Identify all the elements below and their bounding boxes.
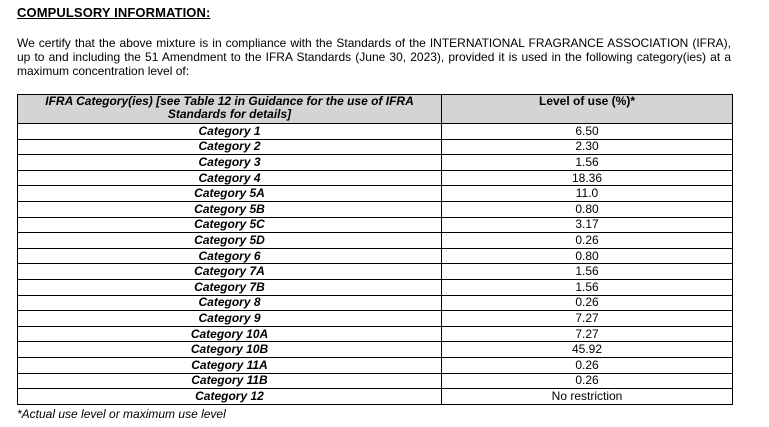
- table-row: [18, 155, 733, 171]
- level-cell: 0.26: [442, 373, 733, 389]
- level-cell: 3.17: [442, 217, 733, 233]
- category-cell: Category 3: [18, 155, 442, 171]
- level-cell: No restriction: [442, 389, 733, 405]
- table-header: [18, 95, 733, 124]
- level-cell: 11.0: [442, 186, 733, 202]
- category-cell: Category 11A: [18, 357, 442, 373]
- table-row: [18, 233, 733, 249]
- level-cell: 6.50: [442, 124, 733, 140]
- table-body: [18, 124, 733, 405]
- table-row: [18, 248, 733, 264]
- category-cell: Category 8: [18, 295, 442, 311]
- category-cell: Category 6: [18, 248, 442, 264]
- level-cell: 0.26: [442, 295, 733, 311]
- category-cell: Category 11B: [18, 373, 442, 389]
- table-row: [18, 389, 733, 405]
- category-cell: Category 5C: [18, 217, 442, 233]
- category-cell: Category 7B: [18, 279, 442, 295]
- table-row: [18, 186, 733, 202]
- category-cell: Category 10B: [18, 342, 442, 358]
- category-cell: Category 7A: [18, 264, 442, 280]
- level-cell: 7.27: [442, 326, 733, 342]
- header-category: IFRA Category(ies) [see Table 12 in Guidance for the use of IFRA Standards for details]: [18, 95, 442, 124]
- level-cell: 45.92: [442, 342, 733, 358]
- table-row: [18, 373, 733, 389]
- level-cell: 18.36: [442, 170, 733, 186]
- category-cell: Category 12: [18, 389, 442, 405]
- header-level-of-use: Level of use (%)*: [442, 95, 733, 124]
- table-row: [18, 295, 733, 311]
- level-cell: 1.56: [442, 155, 733, 171]
- table-row: [18, 279, 733, 295]
- table-row: [18, 342, 733, 358]
- level-cell: 1.56: [442, 264, 733, 280]
- table-row: [18, 326, 733, 342]
- table-row: [18, 124, 733, 140]
- table-row: [18, 217, 733, 233]
- level-cell: 2.30: [442, 139, 733, 155]
- level-cell: 0.26: [442, 357, 733, 373]
- category-cell: Category 10A: [18, 326, 442, 342]
- table-row: [18, 264, 733, 280]
- level-cell: 0.26: [442, 233, 733, 249]
- category-cell: Category 9: [18, 311, 442, 327]
- table-row: [18, 201, 733, 217]
- level-cell: 0.80: [442, 201, 733, 217]
- header-row: [18, 95, 733, 124]
- level-cell: 1.56: [442, 279, 733, 295]
- category-cell: Category 2: [18, 139, 442, 155]
- table-row: [18, 139, 733, 155]
- footnote: *Actual use level or maximum use level: [17, 407, 226, 421]
- table-row: [18, 170, 733, 186]
- category-cell: Category 5B: [18, 201, 442, 217]
- compliance-statement: We certify that the above mixture is in compliance with the Standards of the INTERNATIONAL FRAGRANCE ASSOCIATION (IFRA), up to and including the 51 Amendment to the IFRA Standards (June 30, 2023), provided it is used in the following category(ies) at a maximum concentration level of:: [17, 36, 731, 78]
- table-row: [18, 311, 733, 327]
- category-cell: Category 1: [18, 124, 442, 140]
- ifra-category-table: [17, 94, 733, 405]
- section-heading: COMPULSORY INFORMATION:: [17, 5, 211, 20]
- level-cell: 7.27: [442, 311, 733, 327]
- category-cell: Category 5D: [18, 233, 442, 249]
- table-row: [18, 357, 733, 373]
- level-cell: 0.80: [442, 248, 733, 264]
- category-cell: Category 5A: [18, 186, 442, 202]
- category-cell: Category 4: [18, 170, 442, 186]
